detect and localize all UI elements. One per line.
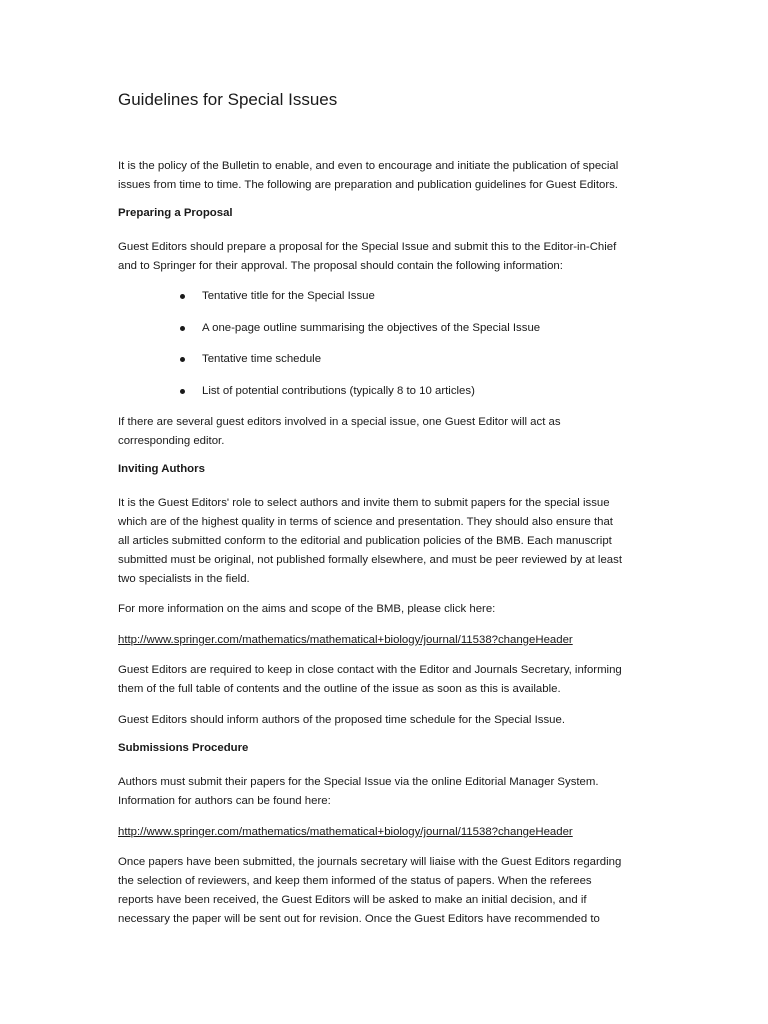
- guest-editors-paragraph: [118, 413, 658, 451]
- bullet-icon: [180, 357, 185, 362]
- submissions-paragraph: [118, 773, 658, 811]
- list-item: [180, 350, 540, 382]
- proposal-requirements-list: [180, 287, 540, 413]
- document-title: Guidelines for Special Issues: [118, 90, 338, 109]
- text-line: necessary the paper will be sent out for revision. Once the Guest Editors have recommended to: [118, 913, 600, 925]
- text-line: issues from time to time. The following are preparation and publication guidelines for Guest Editors.: [118, 179, 618, 191]
- text-line: all articles submitted conform to the editorial and publication policies of the BMB. Each manuscript: [118, 535, 612, 547]
- author-info-link[interactable]: http://www.springer.com/mathematics/mathematical+biology/journal/11538?changeHeader: [118, 826, 573, 838]
- schedule-paragraph: [118, 711, 658, 730]
- text-line: It is the Guest Editors' role to select authors and invite them to submit papers for the special issue: [118, 497, 610, 509]
- text-line: For more information on the aims and scope of the BMB, please click here:: [118, 603, 496, 615]
- list-item-text: A one-page outline summarising the objectives of the Special Issue: [202, 321, 541, 334]
- text-line: and to Springer for their approval. The proposal should contain the following information:: [118, 260, 563, 272]
- text-line: reports have been received, the Guest Editors will be asked to make an initial decision, and if: [118, 894, 587, 906]
- list-item-text: Tentative title for the Special Issue: [202, 290, 375, 302]
- inviting-paragraph: [118, 494, 658, 589]
- section-heading-submissions: Submissions Procedure: [118, 742, 249, 754]
- more-info-text: [118, 600, 658, 619]
- text-line: Authors must submit their papers for the Special Issue via the online Editorial Manager System.: [118, 776, 599, 788]
- text-line: Once papers have been submitted, the journals secretary will liaise with the Guest Editors regarding: [118, 856, 622, 868]
- text-line: the selection of reviewers, and keep them informed of the status of papers. When the referees: [118, 875, 592, 887]
- list-item: [180, 382, 540, 414]
- text-line: two specialists in the field.: [118, 573, 250, 585]
- section-heading-preparing: Preparing a Proposal: [118, 207, 233, 219]
- bmb-aims-scope-link[interactable]: http://www.springer.com/mathematics/mathematical+biology/journal/11538?changeHeader: [118, 634, 573, 646]
- list-item: [180, 287, 540, 319]
- text-line: which are of the highest quality in terms of science and presentation. They should also ensure that: [118, 516, 613, 528]
- intro-paragraph: [118, 157, 658, 195]
- text-line: Guest Editors are required to keep in close contact with the Editor and Journals Secretary, informing: [118, 664, 622, 676]
- text-line: Information for authors can be found here:: [118, 795, 331, 807]
- list-item-text: List of potential contributions (typically 8 to 10 articles): [202, 384, 475, 397]
- text-line: submitted must be original, not published formally elsewhere, and must be peer reviewed by at least: [118, 554, 622, 566]
- text-line: If there are several guest editors involved in a special issue, one Guest Editor will act as: [118, 416, 561, 428]
- text-line: It is the policy of the Bulletin to enable, and even to encourage and initiate the publication of special: [118, 160, 619, 172]
- bullet-icon: [180, 389, 185, 394]
- text-line: Guest Editors should prepare a proposal for the Special Issue and submit this to the Editor-in-Chief: [118, 241, 617, 253]
- preparing-paragraph: [118, 238, 658, 276]
- list-item: [180, 319, 540, 351]
- list-item-text: Tentative time schedule: [202, 353, 322, 365]
- text-line: corresponding editor.: [118, 435, 225, 447]
- bullet-icon: [180, 326, 185, 331]
- review-process-paragraph: [118, 853, 658, 929]
- contact-paragraph: [118, 661, 658, 699]
- text-line: Guest Editors should inform authors of the proposed time schedule for the Special Issue.: [118, 714, 566, 726]
- section-heading-inviting: Inviting Authors: [118, 463, 205, 475]
- text-line: them of the full table of contents and the outline of the issue as soon as this is available.: [118, 683, 561, 695]
- bullet-icon: [180, 294, 185, 299]
